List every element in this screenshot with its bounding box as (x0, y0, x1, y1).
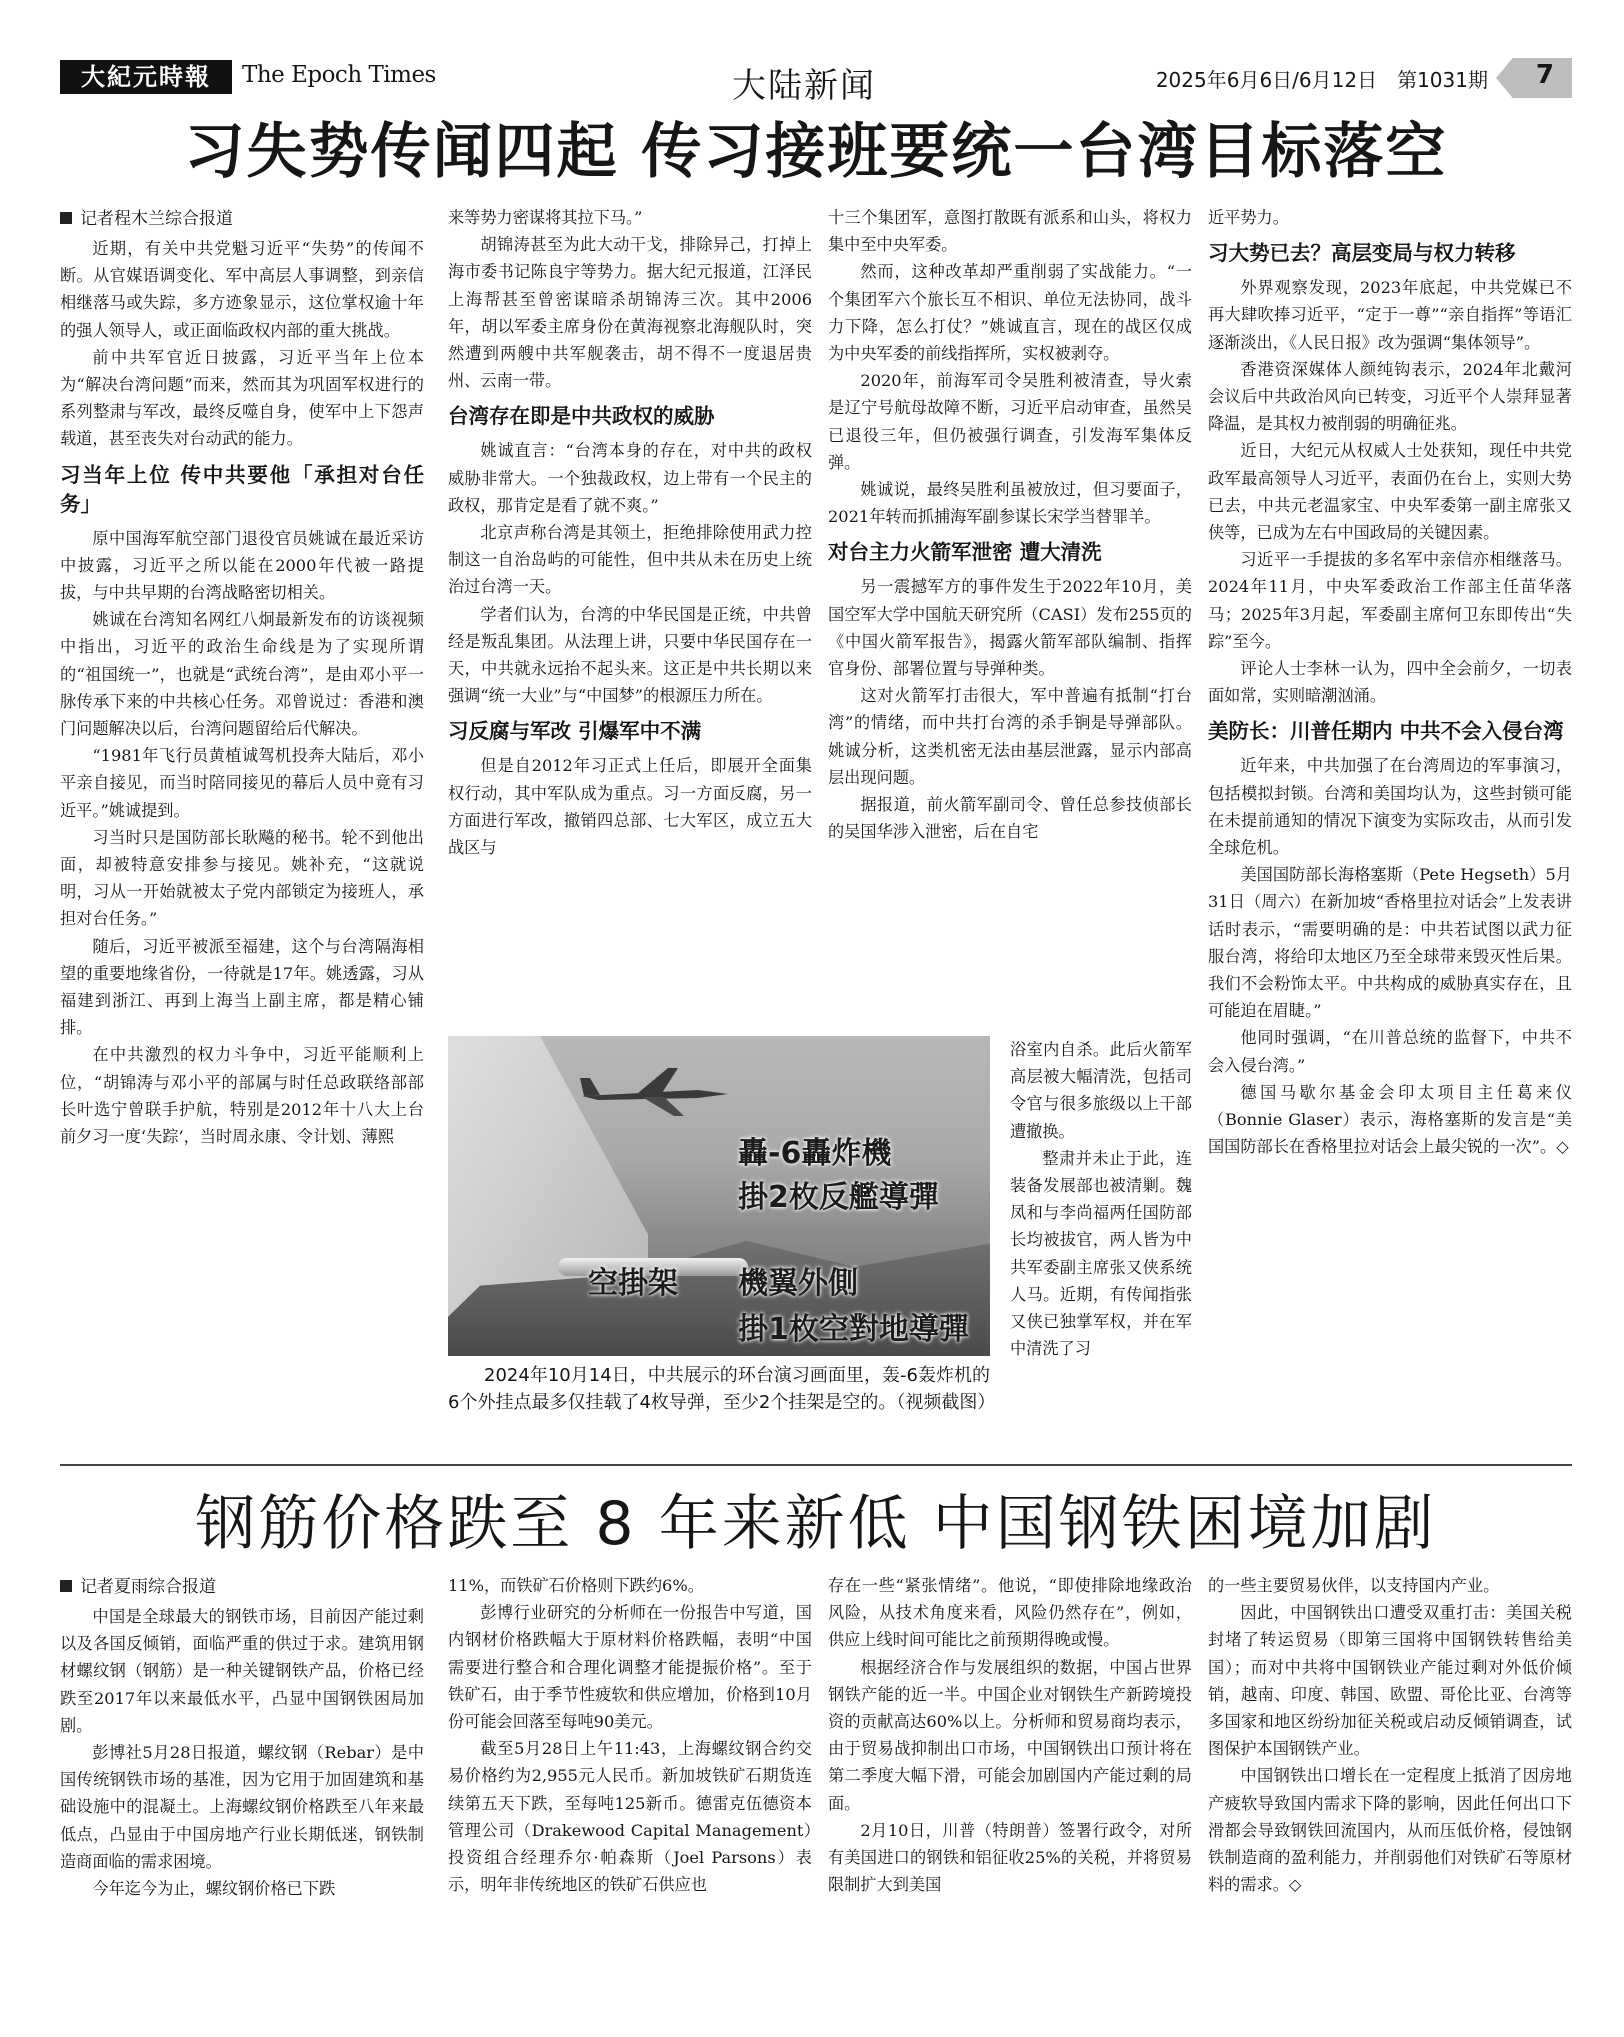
article-text (1208, 204, 1572, 1161)
paragraph: 11%，而铁矿石价格则下跌约6%。 (448, 1576, 704, 1595)
paragraph: 的一些主要贸易伙伴，以支持国内产业。 (1208, 1576, 1500, 1595)
paragraph: 胡锦涛甚至为此大动干戈，排除异己，打掉上海市委书记陈良宇等势力。据大纪元报道，江泽民上海帮甚至曾密谋暗杀胡锦涛三次。其中2006年，胡以军委主席身份在黄海视察北海舰队时，突然遭到两艘中共军舰袭击，胡不得不一度退居贵州、云南一带。 (448, 235, 812, 391)
square-bullet-icon (60, 212, 72, 224)
paragraph: 2020年，前海军司令吴胜利被清查，导火索是辽宁号航母故障不断，习近平启动审查，虽然吴已退役三年，但仍被强行调查，引发海军集体反弹。 (828, 371, 1192, 472)
paragraph: 评论人士李林一认为，四中全会前夕，一切表面如常，实则暗潮汹涌。 (1208, 659, 1572, 706)
article-2-column-4 (1208, 1572, 1572, 1898)
paragraph: 中国钢铁出口增长在一定程度上抵消了因房地产疲软导致国内需求下降的影响，因此任何出口下滑都会导致钢铁回流国内，从而压低价格，侵蚀钢铁制造商的盈利能力，并削弱他们对铁矿石等原材料的需求。◇ (1208, 1766, 1572, 1895)
paragraph: 然而，这种改革却严重削弱了实战能力。“一个集团军六个旅长互不相识、单位无法协同，战斗力下降，怎么打仗？”姚诚直言，现在的战区仅成为中央军委的前线指挥所，实权被剥夺。 (828, 262, 1192, 364)
issue-date-number: 2025年6月6日/6月12日 第1031期 (1155, 68, 1488, 92)
photo-label-wing-outer: 機翼外側 (738, 1266, 858, 1301)
section-name: 大陆新闻 (732, 66, 876, 106)
article-1-column-1 (60, 204, 424, 1150)
article-2-byline (60, 1572, 424, 1597)
paragraph: 习近平一手提拔的多名军中亲信亦相继落马。2024年11月，中央军委政治工作部主任苗华落马；2025年3月起，军委副主席何卫东即传出“失踪”至今。 (1208, 550, 1572, 651)
paragraph: 十三个集团军，意图打散既有派系和山头，将权力集中至中央军委。 (828, 208, 1192, 255)
subheading: 对台主力火箭军泄密 遭大清洗 (828, 540, 1102, 565)
paragraph: 今年迄今为止，螺纹钢价格已下跌 (92, 1879, 336, 1899)
paragraph: 香港资深媒体人颜纯钩表示，2024年北戴河会议后中共政治风向已转变，习近平个人崇拜显著降温，是其权力被削弱的明确征兆。 (1208, 359, 1572, 434)
subheading: 美防长：川普任期内 中共不会入侵台湾 (1208, 719, 1564, 744)
caption-text: 2024年10月14日，中共展示的环台演习画面里，轰-6轰炸机的6个外挂点最多仅挂载了4枚导弹，至少2个挂架是空的。（视频截图） (448, 1365, 996, 1413)
subheading: 习反腐与军改 引爆军中不满 (448, 719, 702, 744)
article-text (448, 1572, 812, 1898)
article-text (828, 1572, 1192, 1898)
photo-label-anti-ship: 掛2枚反艦導彈 (738, 1180, 939, 1215)
paragraph: 近平势力。 (1208, 208, 1289, 227)
paragraph: 外界观察发现，2023年底起，中共党媒已不再大肆吹捧习近平，“定于一尊”“亲自指挥”等语汇逐渐淡出，《人民日报》改为强调“集体领导”。 (1208, 278, 1572, 352)
paragraph: 随后，习近平被派至福建，这个与台湾隔海相望的重要地缘省份，一待就是17年。姚透露，习从福建到浙江、再到上海当上副主席，都是精心铺排。 (60, 936, 424, 1038)
paragraph: 2月10日，川普（特朗普）签署行政令，对所有美国进口的钢铁和铝征收25%的关税，并将贸易限制扩大到美国 (828, 1820, 1192, 1895)
subheading: 台湾存在即是中共政权的威胁 (448, 404, 715, 429)
paragraph: 习当时只是国防部长耿飚的秘书。轮不到他出面，却被特意安排参与接见。姚补充，“这就说明，习从一开始就被太子党内部锁定为接班人，承担对台任务。” (60, 827, 424, 929)
paragraph: 前中共军官近日披露，习近平当年上位本为“解决台湾问题”而来，然而其为巩固军权进行的系列整肃与军改，最终反噬自身，使军中上下怨声载道，甚至丧失对台动武的能力。 (60, 347, 424, 449)
article-text (60, 235, 424, 1150)
page-tab-shape (1496, 58, 1572, 98)
article-2-column-1 (60, 1572, 424, 1902)
paragraph: “1981年飞行员黄植诚驾机投奔大陆后，邓小平亲自接见，而当时陪同接见的幕后人员中竟有习近平。”姚诚提到。 (60, 746, 424, 820)
paragraph: 截至5月28日上午11:43，上海螺纹钢合约交易价格约为2,955元人民币。新加坡铁矿石期货连续第五天下跌，至每吨125新币。德雷克伍德资本管理公司（Drakewood Capital Management）投资组合经理乔尔·帕森斯（Joel Parsons）表示，明年非传统地区的铁矿石供应也 (448, 1739, 812, 1895)
paragraph: 德国马歇尔基金会印太项目主任葛来仪（Bonnie Glaser）表示，海格塞斯的发言是“美国国防部长在香格里拉对话会上最尖锐的一次”。◇ (1208, 1082, 1572, 1157)
byline-text: 记者夏雨综合报道 (80, 1577, 216, 1597)
bomber-silhouette-icon (578, 1060, 738, 1120)
h6-bomber-photo (448, 1036, 990, 1356)
square-bullet-icon (60, 1580, 72, 1592)
paragraph: 根据经济合作与发展组织的数据，中国占世界钢铁产能的近一半。中国企业对钢铁生产新跨境投资的贡献高达60%以上。分析师和贸易商均表示，由于贸易战抑制出口市场，中国钢铁出口预计将在第二季度大幅下滑，可能会加剧国内产能过剩的局面。 (828, 1657, 1192, 1813)
paragraph: 近年来，中共加强了在台湾周边的军事演习，包括模拟封锁。台湾和美国均认为，这些封锁可能在未提前通知的情况下演变为实际攻击，从而引发全球危机。 (1208, 756, 1572, 858)
paragraph: 整肃并未止于此，连装备发展部也被清剿。魏凤和与李尚福两任国防部长均被拔官，两人皆为中共军委副主席张又侠系统人马。近期，有传闻指张又侠已独掌军权，并在军中清洗了习 (1010, 1148, 1192, 1359)
article-2-column-2 (448, 1572, 812, 1898)
paragraph: 来等势力密谋将其拉下马。” (448, 208, 643, 227)
photo-label-bomber: 轟-6轟炸機 (738, 1136, 892, 1171)
article-1-headline: 习失势传闻四起 传习接班要统一台湾目标落空 (184, 117, 1448, 187)
paragraph: 近期，有关中共党魁习近平“失势”的传闻不断。从官媒语调变化、军中高层人事调整，到亲信相继落马或失踪，多方迹象显示，这位掌权逾十年的强人领导人，或正面临政权内部的重大挑战。 (60, 239, 424, 340)
article-text (828, 204, 1192, 845)
paragraph: 姚诚直言：“台湾本身的存在，对中共的政权威胁非常大。一个独裁政权，边上带有一个民主的政权，那肯定是看了就不爽。” (448, 441, 812, 515)
masthead (60, 58, 1572, 106)
paragraph: 但是自2012年习正式上任后，即展开全面集权行动，其中军队成为重点。习一方面反腐，另一方面进行军改，撤销四总部、七大军区，成立五大战区与 (448, 756, 812, 858)
paragraph: 姚诚说，最终吴胜利虽被放过，但习要面子，2021年转而抓捕海军副参谋长宋学当替罪羊。 (828, 480, 1192, 527)
photo-caption (448, 1362, 996, 1416)
article-text (1010, 1036, 1192, 1362)
paragraph: 彭博行业研究的分析师在一份报告中写道，国内钢材价格跌幅大于原材料价格跌幅，表明“中国需要进行整合和合理化调整才能提振价格”。至于铁矿石，由于季节性疲软和供应增加，价格到10月份可能会回落至每吨90美元。 (448, 1603, 812, 1732)
epoch-times-chinese-logo: 大紀元時報 (60, 60, 232, 94)
article-text (1208, 1572, 1572, 1898)
paragraph: 存在一些“紧张情绪”。他说，“即使排除地缘政治风险，从技术角度来看，风险仍然存在”，例如，供应上线时间可能比之前预期得晚或慢。 (828, 1576, 1192, 1650)
paragraph: 另一震撼军方的事件发生于2022年10月，美国空军大学中国航天研究所（CASI）发布255页的《中国火箭军报告》，揭露火箭军部队编制、指挥官身份、部署位置与导弹种类。 (828, 577, 1192, 679)
section-divider (60, 1464, 1572, 1466)
paragraph: 中国是全球最大的钢铁市场，目前因产能过剩以及各国反倾销，面临严重的供过于求。建筑用钢材螺纹钢（钢筋）是一种关键钢铁产品，价格已经跌至2017年以来最低水平，凸显中国钢铁困局加剧。 (60, 1607, 424, 1735)
paragraph: 学者们认为，台湾的中华民国是正统，中共曾经是叛乱集团。从法理上讲，只要中华民国存在一天，中共就永远抬不起头来。这正是中共长期以来强调“统一大业”与“中国梦”的根源压力所在。 (448, 604, 812, 706)
subheading: 习大势已去？高层变局与权力转移 (1208, 241, 1516, 266)
article-1-column-4 (1208, 204, 1572, 1161)
paragraph: 这对火箭军打击很大，军中普遍有抵制“打台湾”的情绪，而中共打台湾的杀手锏是导弹部队。姚诚分析，这类机密无法由基层泄露，显示内部高层出现问题。 (828, 686, 1192, 787)
article-2-headline: 钢筋价格跌至 8 年来新低 中国钢铁困境加剧 (195, 1489, 1437, 1559)
article-1-column-3-wrap (1010, 1036, 1192, 1362)
paragraph: 他同时强调，“在川普总统的监督下，中共不会入侵台湾。” (1208, 1028, 1572, 1075)
photo-label-empty-pylon: 空掛架 (588, 1266, 678, 1301)
paragraph: 美国国防部长海格塞斯（Pete Hegseth）5月31日（周六）在新加坡“香格里拉对话会”上发表讲话时表示，“需要明确的是：中共若试图以武力征服台湾，将给印太地区乃至全球带来毁灭性后果。我们不会粉饰太平。中共构成的威胁真实存在，且可能迫在眉睫。” (1208, 865, 1572, 1021)
article-text (60, 1603, 424, 1902)
paragraph: 据报道，前火箭军副司令、曾任总参技侦部长的吴国华涉入泄密，后在自宅 (828, 795, 1192, 842)
paragraph: 北京声称台湾是其领土，拒绝排除使用武力控制这一自治岛屿的可能性，但中共从未在历史上统治过台湾一天。 (448, 523, 812, 597)
paragraph: 彭博社5月28日报道，螺纹钢（Rebar）是中国传统钢铁市场的基准，因为它用于加固建筑和基础设施中的混凝土。上海螺纹钢价格跌至八年来最低点，凸显由于中国房地产行业长期低迷，钢铁制造商面临的需求困境。 (60, 1743, 424, 1871)
paragraph: 原中国海军航空部门退役官员姚诚在最近采访中披露，习近平之所以能在2000年代被一路提拔，与中共早期的台湾战略密切相关。 (60, 528, 424, 603)
page-number: 7 (1535, 60, 1554, 90)
paragraph: 在中共激烈的权力斗争中，习近平能顺利上位，“胡锦涛与邓小平的部属与时任总政联络部部长叶选宁曾联手护航，特别是2012年十八大上台前夕习一度‘失踪’，当时周永康、令计划、薄熙 (60, 1045, 424, 1147)
byline-text: 记者程木兰综合报道 (80, 209, 233, 229)
subheading: 习当年上位 传中共要他「承担对台任务」 (60, 462, 424, 516)
photo-label-air-to-ground: 掛1枚空對地導彈 (738, 1312, 969, 1347)
paragraph: 因此，中国钢铁出口遭受双重打击：美国关税封堵了转运贸易（即第三国将中国钢铁转售给美国）；而对中共将中国钢铁业产能过剩对外低价倾销，越南、印度、韩国、欧盟、哥伦比亚、台湾等多国家和地区纷纷加征关税或启动反倾销调查，试图保护本国钢铁产业。 (1208, 1603, 1572, 1759)
article-1-byline (60, 204, 424, 229)
article-2-column-3 (828, 1572, 1192, 1898)
article-text (448, 204, 812, 861)
article-1-column-3 (828, 204, 1192, 845)
article-1-column-2 (448, 204, 812, 861)
paragraph: 近日，大纪元从权威人士处获知，现任中共党政军最高领导人习近平，表面仍在台上，实则大势已去，中共元老温家宝、中央军委第一副主席张又侠等，已成为左右中国政局的关键因素。 (1208, 441, 1572, 543)
paragraph: 姚诚在台湾知名网红八炯最新发布的访谈视频中指出，习近平的政治生命线是为了实现所谓的“祖国统一”，也就是“武统台湾”，是由邓小平一脉传承下来的中共核心任务。邓曾说过：香港和澳门问题解决以后，台湾问题留给后代解决。 (60, 610, 424, 739)
epoch-times-english-logo: The Epoch Times (242, 62, 436, 88)
paragraph: 浴室内自杀。此后火箭军高层被大幅清洗，包括司令官与很多旅级以上干部遭撤换。 (1010, 1040, 1192, 1141)
